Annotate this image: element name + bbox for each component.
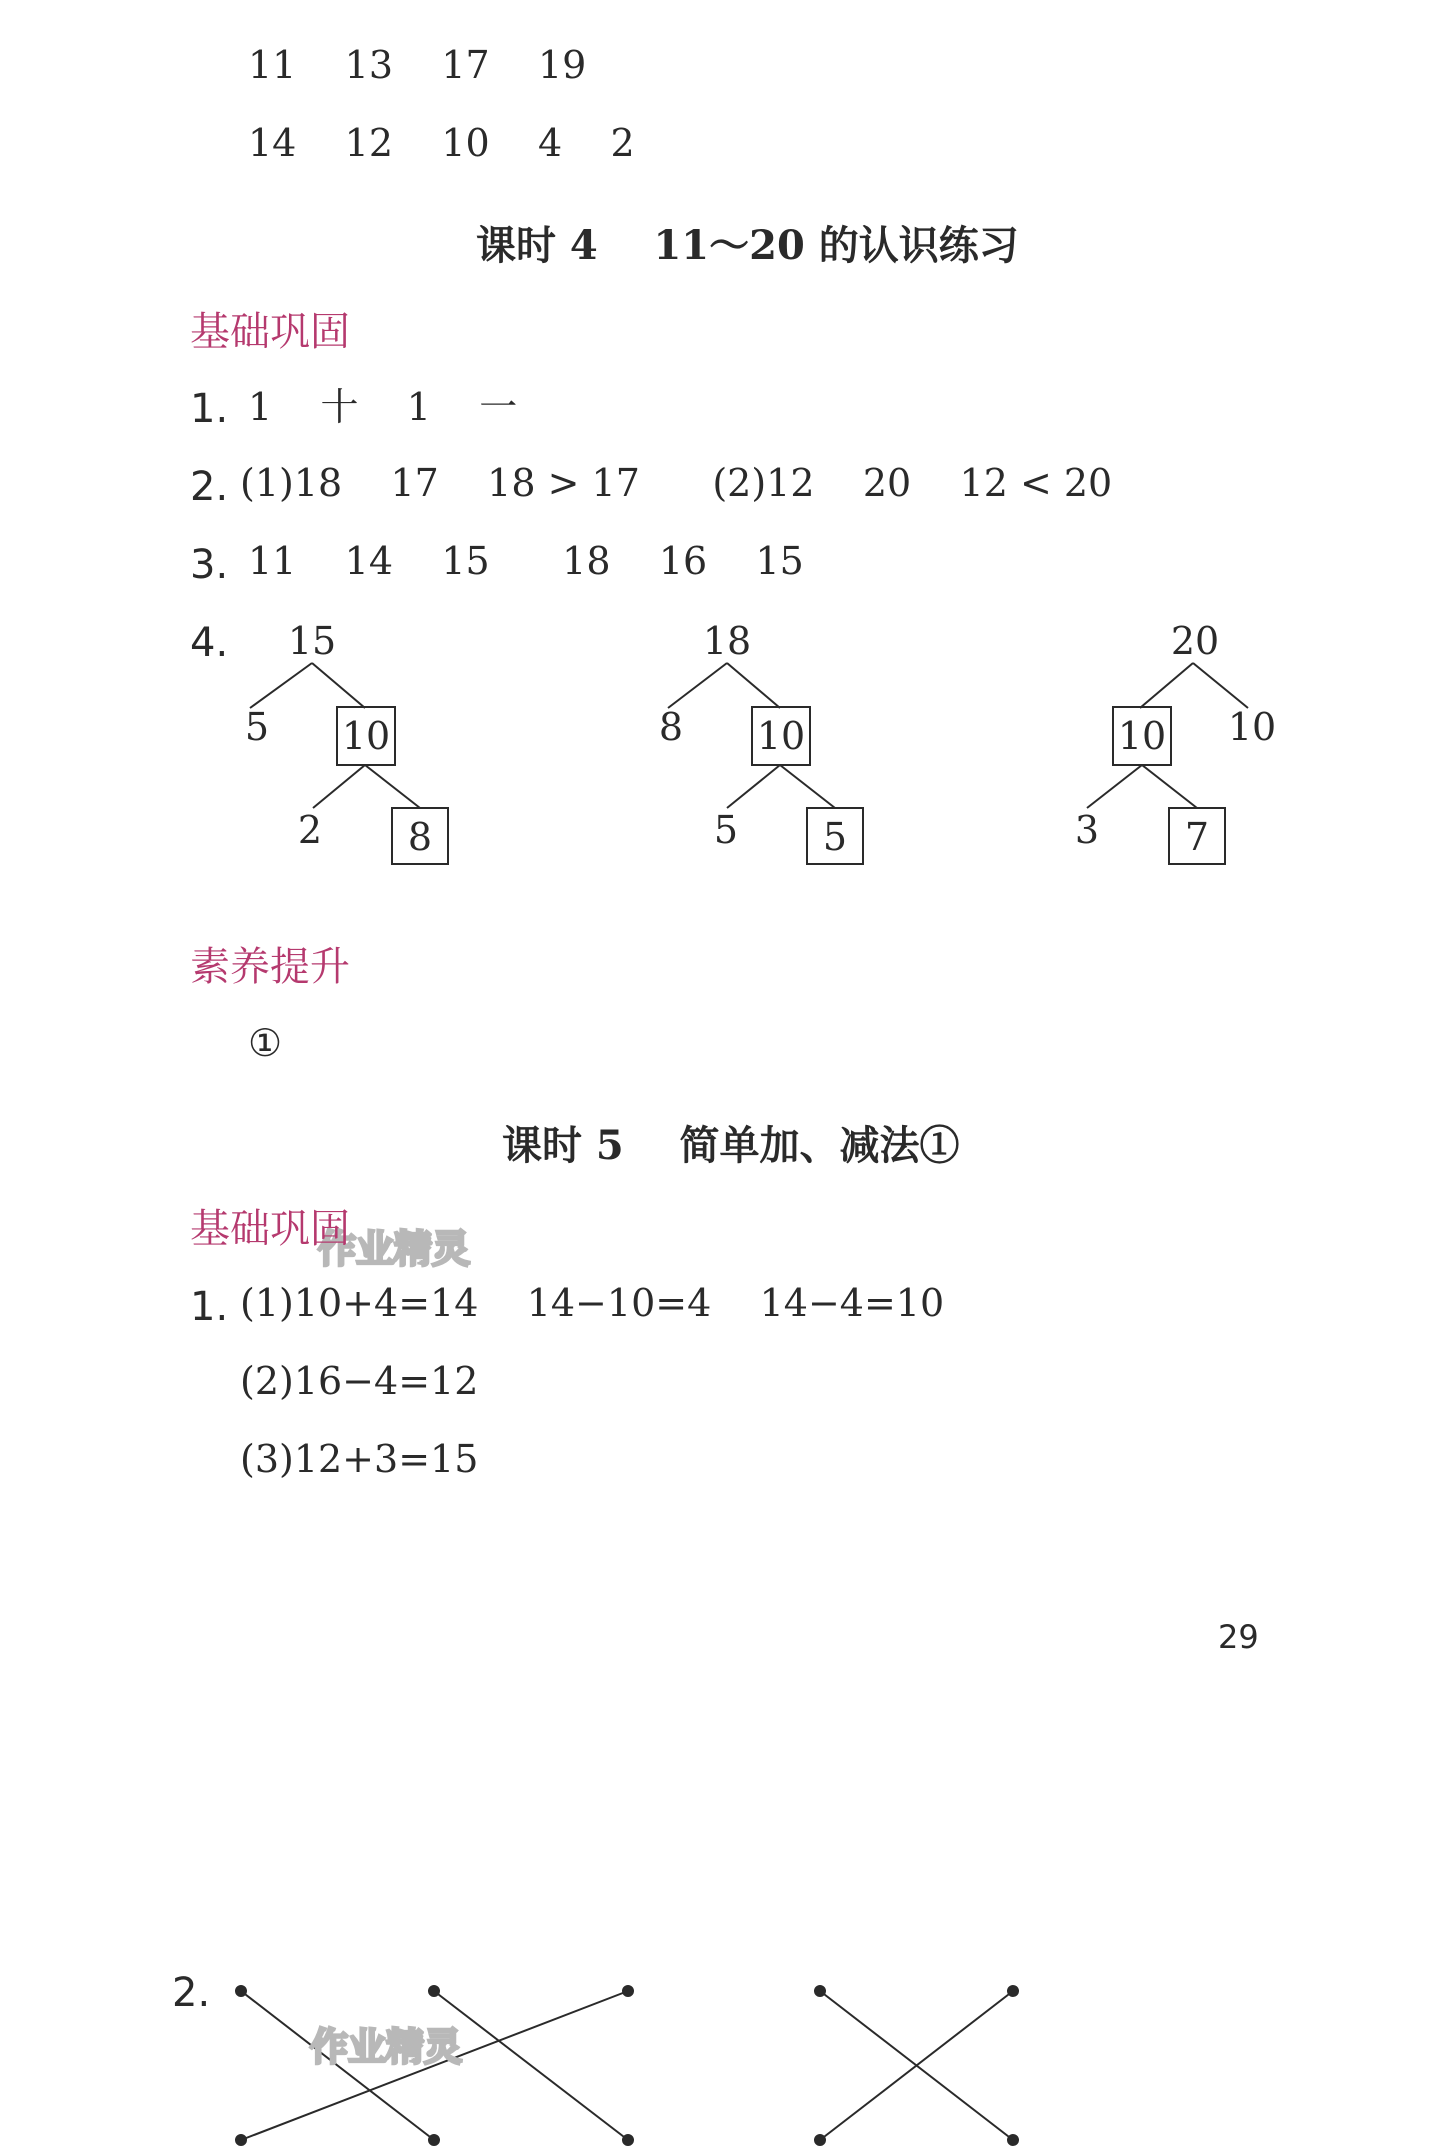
tree-2-mid: 10 (756, 714, 806, 758)
tree-3-bottom-right: 7 (1184, 815, 1210, 859)
question-2-answer: (1)18 17 18 > 17 (2)12 20 12 < 20 (240, 461, 1113, 505)
tree-3-mid: 10 (1117, 714, 1167, 758)
match-dot-bottom-2 (429, 2135, 439, 2145)
lesson5-question-2-label: 2. (172, 1970, 211, 2016)
match-dot-top-2 (429, 1986, 439, 1996)
section-basic-consolidation-2: 基础巩固 (190, 1206, 350, 1252)
tree-2-top: 18 (702, 619, 752, 663)
tree-1-left: 5 (244, 705, 270, 749)
question-1-label: 1. (190, 386, 229, 432)
top-row-1: 11 13 17 19 (248, 43, 587, 87)
match-dot-bottom-3 (623, 2135, 633, 2145)
section-quality-improvement: 素养提升 (190, 944, 350, 990)
match-dot-bottom-5 (1008, 2135, 1018, 2145)
question-3-answer: 11 14 15 18 16 15 (248, 539, 804, 583)
lesson5-question-1-line-1: (1)10+4=14 14−10=4 14−4=10 (240, 1281, 945, 1325)
tree-1-bottom-left: 2 (297, 808, 323, 852)
lesson-5-title: 课时 5 简单加、减法① (502, 1122, 960, 1169)
question-2-label: 2. (190, 464, 229, 510)
tree-1-mid: 10 (341, 714, 391, 758)
watermark-2: 作业精灵 (310, 2025, 463, 2069)
section-basic-consolidation: 基础巩固 (190, 309, 350, 355)
tree-2-bottom-left: 5 (713, 808, 739, 852)
lesson5-question-1-label: 1. (190, 1284, 229, 1330)
tree-3-top: 20 (1170, 619, 1220, 663)
match-dot-top-5 (1008, 1986, 1018, 1996)
page-number: 29 (1218, 1618, 1259, 1656)
tree-3-right: 10 (1227, 705, 1277, 749)
question-3-label: 3. (190, 542, 229, 588)
tree-2-left: 8 (658, 705, 684, 749)
lesson-4-title: 课时 4 11～20 的认识练习 (476, 222, 1019, 269)
tree-1-bottom-right: 8 (407, 815, 433, 859)
match-dot-bottom-1 (236, 2135, 246, 2145)
match-dot-top-4 (815, 1986, 825, 1996)
watermark-group (310, 1227, 470, 2069)
tree-1-top: 15 (287, 619, 337, 663)
match-dot-top-3 (623, 1986, 633, 1996)
tree-2-bottom-right: 5 (822, 815, 848, 859)
match-dot-top-1 (236, 1986, 246, 1996)
watermark-1: 作业精灵 (318, 1227, 471, 1271)
match-dot-bottom-4 (815, 2135, 825, 2145)
question-4-label: 4. (190, 620, 229, 666)
lesson5-question-1-line-3: (3)12+3=15 (240, 1437, 479, 1481)
improvement-answer: ① (248, 1021, 283, 1065)
lesson5-question-1-line-2: (2)16−4=12 (240, 1359, 479, 1403)
tree-3-bottom-left: 3 (1074, 808, 1100, 852)
top-row-2: 14 12 10 4 2 (248, 121, 635, 165)
question-1-answer: 1 十 1 一 (248, 385, 518, 429)
